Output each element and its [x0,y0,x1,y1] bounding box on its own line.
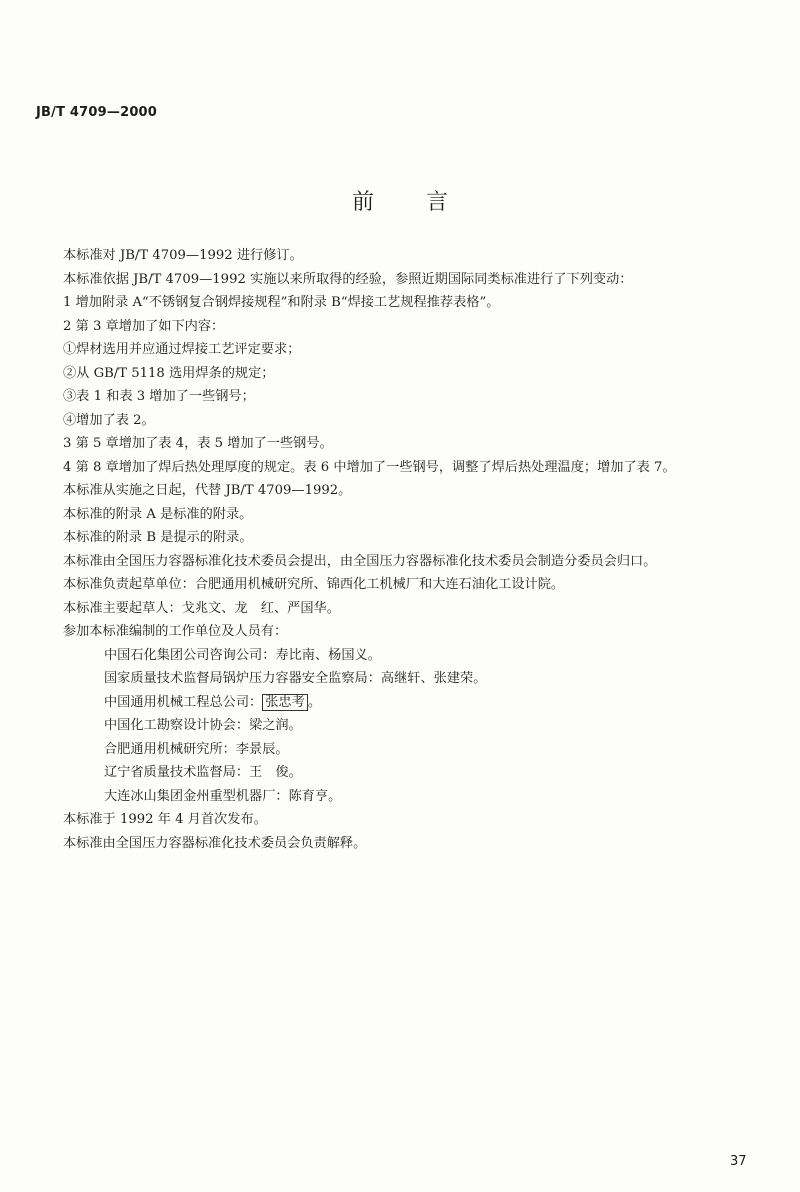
participant-line: 大连冰山集团金州重型机器厂：陈育亨。 [104,788,342,804]
participant-org: 中国通用机械工程总公司： [104,694,263,710]
paragraph: 本标准的附录 A 是标准的附录。 [63,506,253,522]
paragraph: 本标准主要起草人：戈兆文、龙 红、严国华。 [63,600,340,616]
participant-line [36,691,766,715]
page-title: 前言 [351,190,500,215]
participant-line: 中国化工勘察设计协会：梁之润。 [104,718,302,733]
document-code: JB/T 4709—2000 [36,105,158,120]
paragraph: 1 增加附录 A“不锈钢复合钢焊接规程”和附录 B“焊接工艺规程推荐表格”。 [63,295,500,310]
paragraph: 本标准由全国压力容器标准化技术委员会提出，由全国压力容器标准化技术委员会制造分委员会归口。 [63,553,657,569]
paragraph: 本标准依据 JB/T 4709—1992 实施以来所取得的经验，参照近期国际同类标准进行了下列变动： [63,271,633,287]
page-number: 37 [730,1154,747,1169]
participant-line: 合肥通用机械研究所：李景辰。 [104,741,289,757]
paragraph: ①焊材选用并应通过焊接工艺评定要求； [63,342,301,357]
participant-suffix: 。 [307,694,321,710]
document-body [36,244,766,855]
paragraph: 2 第 3 章增加了如下内容： [63,318,225,334]
paragraph: 4 第 8 章增加了焊后热处理厚度的规定。表 6 中增加了一些钢号，调整了焊后热处理温度；增加了表 7。 [63,459,676,475]
paragraph: 3 第 5 章增加了表 4，表 5 增加了一些钢号。 [63,436,333,451]
participant-line: 辽宁省质量技术监督局：王 俊。 [104,765,302,780]
boxed-name: 张忠考 [262,694,308,711]
paragraph: 参加本标准编制的工作单位及人员有： [63,624,288,639]
paragraph: 本标准于 1992 年 4 月首次发布。 [63,812,267,827]
paragraph: ②从 GB/T 5118 选用焊条的规定； [63,365,275,381]
paragraph: 本标准由全国压力容器标准化技术委员会负责解释。 [63,835,367,851]
paragraph: ③表 1 和表 3 增加了一些钢号； [63,389,255,404]
paragraph: 本标准从实施之日起，代替 JB/T 4709—1992。 [63,483,352,498]
paragraph: 本标准负责起草单位：合肥通用机械研究所、锦西化工机械厂和大连石油化工设计院。 [63,577,565,592]
paragraph: ④增加了表 2。 [63,412,155,428]
participant-line: 国家质量技术监督局锅炉压力容器安全监察局：高继轩、张建荣。 [104,671,487,686]
participant-line: 中国石化集团公司咨询公司：寿比南、杨国义。 [104,647,381,663]
paragraph: 本标准的附录 B 是提示的附录。 [63,530,253,545]
paragraph: 本标准对 JB/T 4709—1992 进行修订。 [63,248,303,263]
